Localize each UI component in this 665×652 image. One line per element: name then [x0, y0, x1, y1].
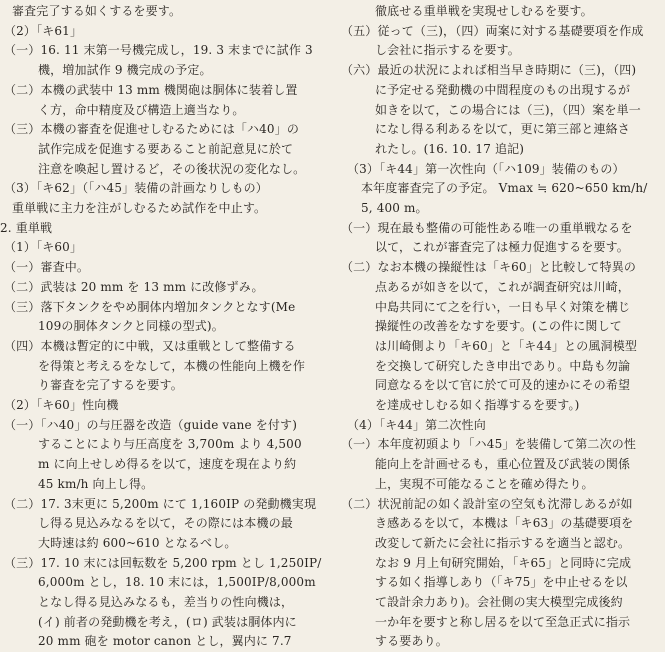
left-column-line-23: することにより与圧高度を 3,700m より 4,500: [38, 437, 302, 452]
left-column-line-26: （二）17. 3末更に 5,200m にて 1,160IP の発動機実現: [4, 496, 317, 511]
left-column-line-17: 109の胴体タンクと同様の型式)。: [38, 319, 224, 334]
right-column-line-30: する如く指導しあり（「キ75」を中止せるを以: [375, 575, 628, 590]
left-column-line-19: を得策と考えるをなして，本機の性能向上機を作: [38, 358, 306, 373]
right-column-line-13: 以て，これが審査完了は極力促進するを要す。: [375, 240, 629, 255]
right-column-line-23: （一）本年度初頭より「ハ45」を装備して第二次の性: [341, 437, 637, 452]
left-column-line-12: 2. 重単戦: [0, 220, 53, 235]
right-column-line-14: （二）なお本機の操縦性は「キ60」と比較して特異の: [341, 260, 637, 275]
right-column-line-25: 上，実現不可能なることを確め得たり。: [375, 476, 594, 491]
right-column-line-3: し会社に指示するを要す。: [375, 43, 520, 58]
right-column-line-4: （六）最近の状況によれば相当早き時期に（三)，（四): [341, 63, 637, 78]
left-column-line-24: m に向上せしめ得るを以て，速度を現在より約: [38, 457, 297, 472]
left-column-line-3: （一）16. 11 末第一号機完成し，19. 3 末までに試作 3: [4, 43, 313, 58]
right-column-line-5: に予定せる発動機の中間程度のもの出現するが: [375, 82, 631, 97]
left-column-line-18: （四）本機は暫定的に中戦，又は重戦として整備する: [4, 338, 296, 353]
left-column-line-31: となし得る見込みなるも，差当りの性向機は，: [38, 595, 294, 609]
right-column-line-26: （二）状況前記の如く設計室の空気も沈滞しあるが如: [341, 496, 633, 511]
right-column-line-20: 同意なるを以て官に於て可及的速かにその希望: [375, 378, 631, 393]
left-column-line-6: く方，命中精度及び構造上適当なり。: [38, 102, 245, 117]
right-column-line-19: を交換して研究したき申出であり。中島も勿論: [375, 358, 631, 373]
left-column-line-28: 大時速は約 600~610 となるべし。: [38, 535, 237, 550]
left-column-line-20: り審査を完了するを要す。: [38, 378, 183, 393]
left-column-line-30: 6,000m とし，18. 10 末には，1,500IP/8,000m: [38, 575, 316, 590]
right-column-line-15: 点あるが如きを以て，これが調査研究は川崎，: [375, 279, 630, 294]
right-column-line-32: 一か年を要すと称し居るを以て至急正式に指示: [375, 614, 631, 629]
right-column-line-1: 徹底せる重単戦を実現せしむるを要す。: [375, 4, 593, 18]
right-column-line-27: き感あるを以て，本機は「キ63」の基礎要項を: [375, 516, 634, 531]
left-column-line-4: 機，増加試作 9 機完成の予定。: [38, 63, 212, 78]
left-column-line-32: (イ) 前者の発動機を考え，(ロ) 武装は胴体内に: [38, 614, 297, 629]
left-column-line-5: （二）本機の武装中 13 mm 機関砲は胴体に装着し置: [4, 82, 298, 97]
right-column-line-18: は川崎側より「キ60」と「キ44」との風洞模型: [375, 338, 637, 353]
left-column-line-8: 試作完成を促進する要あること前記意見に於て: [38, 141, 294, 156]
right-column-line-12: （一）現在最も整備の可能性ある唯一の重単戦なるを: [341, 220, 633, 235]
left-column-line-7: （三）本機の審査を促進せしむるためには「ハ40」の: [4, 122, 300, 137]
right-column-line-33: する要あり。: [375, 634, 448, 649]
left-column-line-14: （一）審査中。: [4, 260, 90, 275]
right-column-line-22: （4）「キ44」第二次性向: [347, 417, 486, 432]
left-column-line-21: （2）「キ60」性向機: [4, 398, 119, 412]
right-column-line-6: 如きを以て，この場合には（三)，（四）案を単一: [375, 102, 641, 117]
left-column-line-33: 20 mm 砲を motor canon とし，翼内に 7.7: [38, 634, 292, 649]
left-column-line-27: し得る見込みなるを以て，その際には本機の最: [38, 516, 293, 531]
left-column-line-10: （3）「キ62」（「ハ45」装備の計画なりしもの）: [4, 181, 268, 196]
right-column-line-28: 改変して新たに会社に指示するを適当と認む。: [375, 535, 631, 550]
right-column-line-11: 5, 400 m。: [361, 201, 428, 215]
left-column-line-13: （1）「キ60」: [4, 240, 83, 255]
left-column-line-25: 45 km/h 向上し得。: [38, 476, 154, 491]
left-column-line-22: （一）「ハ40」の与圧器を改造（guide vane を付す): [4, 417, 298, 432]
right-column-line-31: て設計余力あり)。会社側の実大模型完成後約: [375, 595, 623, 609]
left-column-line-16: （三）落下タンクをやめ胴体内増加タンクとなす(Me: [4, 299, 296, 314]
right-column-line-21: を達成せしむる如く指導するを要す。): [375, 398, 580, 412]
right-column-line-8: れたし。(16. 10. 17 追記): [375, 141, 525, 156]
right-column-line-24: 能向上を計画せるも，重心位置及び武装の関係: [375, 457, 631, 472]
left-column-line-9: 注意を喚起し置けるど，その後状況の変化なし。: [38, 161, 306, 176]
right-column-line-29: なお 9 月上旬研究開始，「キ65」と同時に完成: [375, 555, 632, 570]
left-column-line-1: 審査完了する如くするを要す。: [12, 4, 182, 18]
left-column-line-29: （三）17. 10 末には回転数を 5,200 rpm とし 1,250IP/: [4, 555, 322, 570]
right-column-line-17: 操縦性の改善をなすを要す。(この件に関して: [375, 319, 622, 334]
right-column-line-10: 本年度審査完了の予定。 Vmax ≒ 620~650 km/h/: [361, 181, 648, 196]
right-column-line-2: （五）従って（三)，（四）両案に対する基礎要項を作成: [341, 23, 644, 38]
left-column-line-15: （二）武装は 20 mm を 13 mm に改修ずみ。: [4, 279, 264, 294]
left-column-line-2: （2）「キ61」: [4, 23, 83, 38]
right-column-line-9: （3）「キ44」第一次性向（「ハ109」装備のもの）: [347, 161, 625, 176]
right-column-line-16: 中島共同にて之を行い，一日も早く対策を構じ: [375, 299, 631, 314]
left-column-line-11: 重単戦に主力を注がしむるため試作を中止す。: [12, 201, 267, 215]
right-column-line-7: になし得る利あるを以て，更に第三部と連絡さ: [375, 122, 630, 137]
